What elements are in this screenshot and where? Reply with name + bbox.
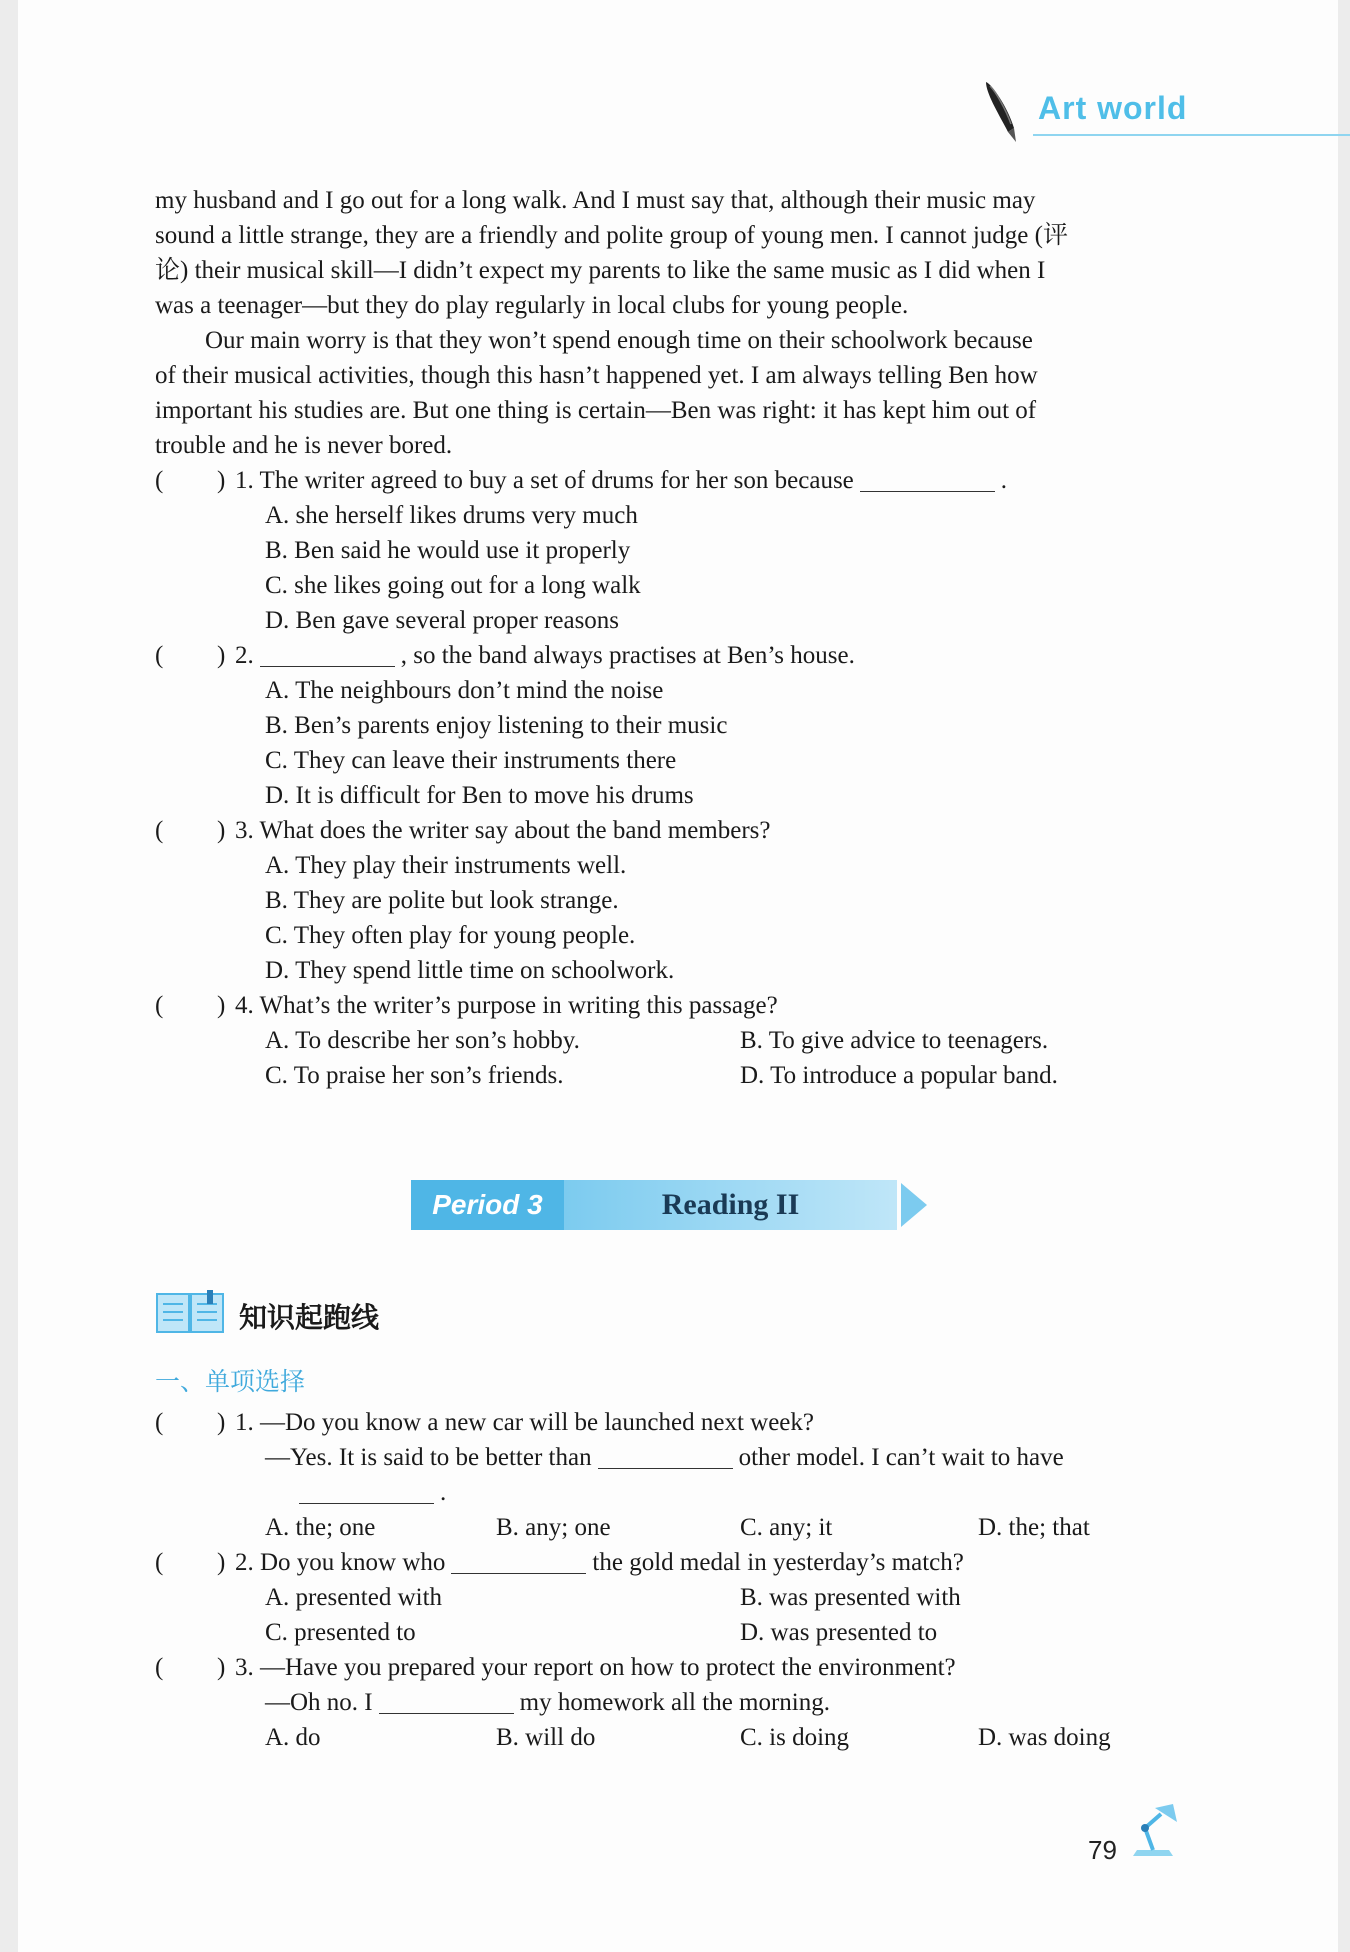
option-c: C. is doing bbox=[740, 1724, 850, 1751]
question-stem: 2. bbox=[235, 642, 254, 669]
question-tail: . bbox=[1000, 467, 1008, 494]
reading-question-2 bbox=[155, 638, 1175, 813]
option-a: A. The neighbours don’t mind the noise bbox=[265, 677, 664, 704]
option-b: B. any; one bbox=[496, 1514, 611, 1541]
answer-blank[interactable] bbox=[299, 1477, 434, 1504]
passage-line: was a teenager—but they do play regularly in local clubs for young people. bbox=[155, 292, 909, 319]
question-text: —Oh no. I bbox=[265, 1689, 373, 1716]
question-text: 2. Do you know who bbox=[235, 1549, 446, 1576]
pen-icon bbox=[978, 78, 1028, 148]
answer-paren-open: ( bbox=[155, 1549, 164, 1576]
question-stem: 3. What does the writer say about the band members? bbox=[235, 817, 771, 844]
reading-question-1 bbox=[155, 463, 1175, 638]
choice-question-3 bbox=[155, 1650, 1175, 1755]
option-a: A. To describe her son’s hobby. bbox=[265, 1027, 580, 1054]
option-a: A. the; one bbox=[265, 1514, 376, 1541]
period-title: Reading II bbox=[564, 1180, 897, 1230]
period-label: Period 3 bbox=[411, 1180, 564, 1230]
reading-question-3 bbox=[155, 813, 1175, 988]
option-d: D. They spend little time on schoolwork. bbox=[265, 957, 675, 984]
question-tail: , so the band always practises at Ben’s house. bbox=[400, 642, 855, 669]
option-b: B. Ben said he would use it properly bbox=[265, 537, 631, 564]
option-b: B. To give advice to teenagers. bbox=[740, 1027, 1049, 1054]
passage-line: Our main worry is that they won’t spend enough time on their schoolwork because bbox=[205, 327, 1033, 354]
reading-question-4 bbox=[155, 988, 1175, 1093]
answer-paren-open: ( bbox=[155, 1409, 164, 1436]
passage-line: trouble and he is never bored. bbox=[155, 432, 453, 459]
answer-paren-close[interactable]: ) bbox=[217, 1654, 226, 1681]
answer-paren-open: ( bbox=[155, 642, 164, 669]
option-c: C. any; it bbox=[740, 1514, 833, 1541]
option-c: C. To praise her son’s friends. bbox=[265, 1062, 564, 1089]
question-stem: 1. The writer agreed to buy a set of drums for her son because bbox=[235, 467, 854, 494]
passage-line: 论) their musical skill—I didn’t expect my parents to like the same music as I did when I bbox=[155, 257, 1046, 284]
page-number: 79 bbox=[1088, 1835, 1117, 1865]
answer-blank[interactable] bbox=[860, 465, 995, 492]
question-stem: 4. What’s the writer’s purpose in writing this passage? bbox=[235, 992, 778, 1019]
header-divider bbox=[1033, 134, 1350, 136]
answer-paren-open: ( bbox=[155, 992, 164, 1019]
question-text: the gold medal in yesterday’s match? bbox=[592, 1549, 964, 1576]
option-a: A. do bbox=[265, 1724, 321, 1751]
option-d: D. Ben gave several proper reasons bbox=[265, 607, 620, 634]
option-d: D. was doing bbox=[978, 1724, 1111, 1751]
option-b: B. They are polite but look strange. bbox=[265, 887, 619, 914]
passage bbox=[155, 183, 1175, 463]
desk-lamp-icon bbox=[1123, 1800, 1183, 1860]
question-text: —Yes. It is said to be better than bbox=[265, 1444, 592, 1471]
option-c: C. presented to bbox=[265, 1619, 416, 1646]
option-a: A. presented with bbox=[265, 1584, 443, 1611]
option-d: D. was presented to bbox=[740, 1619, 938, 1646]
page-header bbox=[978, 78, 1350, 148]
answer-blank[interactable] bbox=[451, 1547, 586, 1574]
choice-question-2 bbox=[155, 1545, 1175, 1650]
answer-paren-close[interactable]: ) bbox=[217, 1409, 226, 1436]
banner-arrow-icon bbox=[901, 1183, 927, 1227]
option-a: A. she herself likes drums very much bbox=[265, 502, 638, 529]
option-b: B. was presented with bbox=[740, 1584, 961, 1611]
answer-paren-open: ( bbox=[155, 467, 164, 494]
answer-blank[interactable] bbox=[379, 1687, 514, 1714]
answer-paren-open: ( bbox=[155, 817, 164, 844]
passage-line: sound a little strange, they are a friendly and polite group of young men. I cannot judge (评 bbox=[155, 222, 1068, 249]
answer-paren-close[interactable]: ) bbox=[217, 642, 226, 669]
answer-blank[interactable] bbox=[260, 640, 395, 667]
option-d: D. It is difficult for Ben to move his drums bbox=[265, 782, 694, 809]
question-stem: 1. —Do you know a new car will be launched next week? bbox=[235, 1409, 814, 1436]
book-icon bbox=[155, 1290, 225, 1336]
passage-line: my husband and I go out for a long walk. And I must say that, although their music may bbox=[155, 187, 1036, 214]
choice-question-1 bbox=[155, 1405, 1175, 1545]
section-subtitle: 一、单项选择 bbox=[155, 1368, 306, 1396]
option-c: C. They can leave their instruments there bbox=[265, 747, 677, 774]
answer-blank[interactable] bbox=[598, 1442, 733, 1469]
workbook-page bbox=[18, 0, 1338, 1952]
question-text: other model. I can’t wait to have bbox=[738, 1444, 1064, 1471]
answer-paren-close[interactable]: ) bbox=[217, 1549, 226, 1576]
option-b: B. Ben’s parents enjoy listening to their music bbox=[265, 712, 728, 739]
period-banner bbox=[411, 1180, 931, 1230]
section-title: 知识起跑线 bbox=[239, 1303, 380, 1334]
passage-line: of their musical activities, though this hasn’t happened yet. I am always telling Ben how bbox=[155, 362, 1038, 389]
answer-paren-close[interactable]: ) bbox=[217, 467, 226, 494]
option-d: D. the; that bbox=[978, 1514, 1090, 1541]
option-d: D. To introduce a popular band. bbox=[740, 1062, 1058, 1089]
question-text: my homework all the morning. bbox=[519, 1689, 831, 1716]
option-c: C. They often play for young people. bbox=[265, 922, 636, 949]
answer-paren-open: ( bbox=[155, 1654, 164, 1681]
answer-paren-close[interactable]: ) bbox=[217, 817, 226, 844]
question-stem: 3. —Have you prepared your report on how to protect the environment? bbox=[235, 1654, 956, 1681]
option-c: C. she likes going out for a long walk bbox=[265, 572, 641, 599]
option-a: A. They play their instruments well. bbox=[265, 852, 627, 879]
option-b: B. will do bbox=[496, 1724, 596, 1751]
passage-line: important his studies are. But one thing is certain—Ben was right: it has kept him out of bbox=[155, 397, 1037, 424]
question-tail: . bbox=[440, 1479, 447, 1506]
answer-paren-close[interactable]: ) bbox=[217, 992, 226, 1019]
header-title: Art world bbox=[1038, 90, 1188, 126]
